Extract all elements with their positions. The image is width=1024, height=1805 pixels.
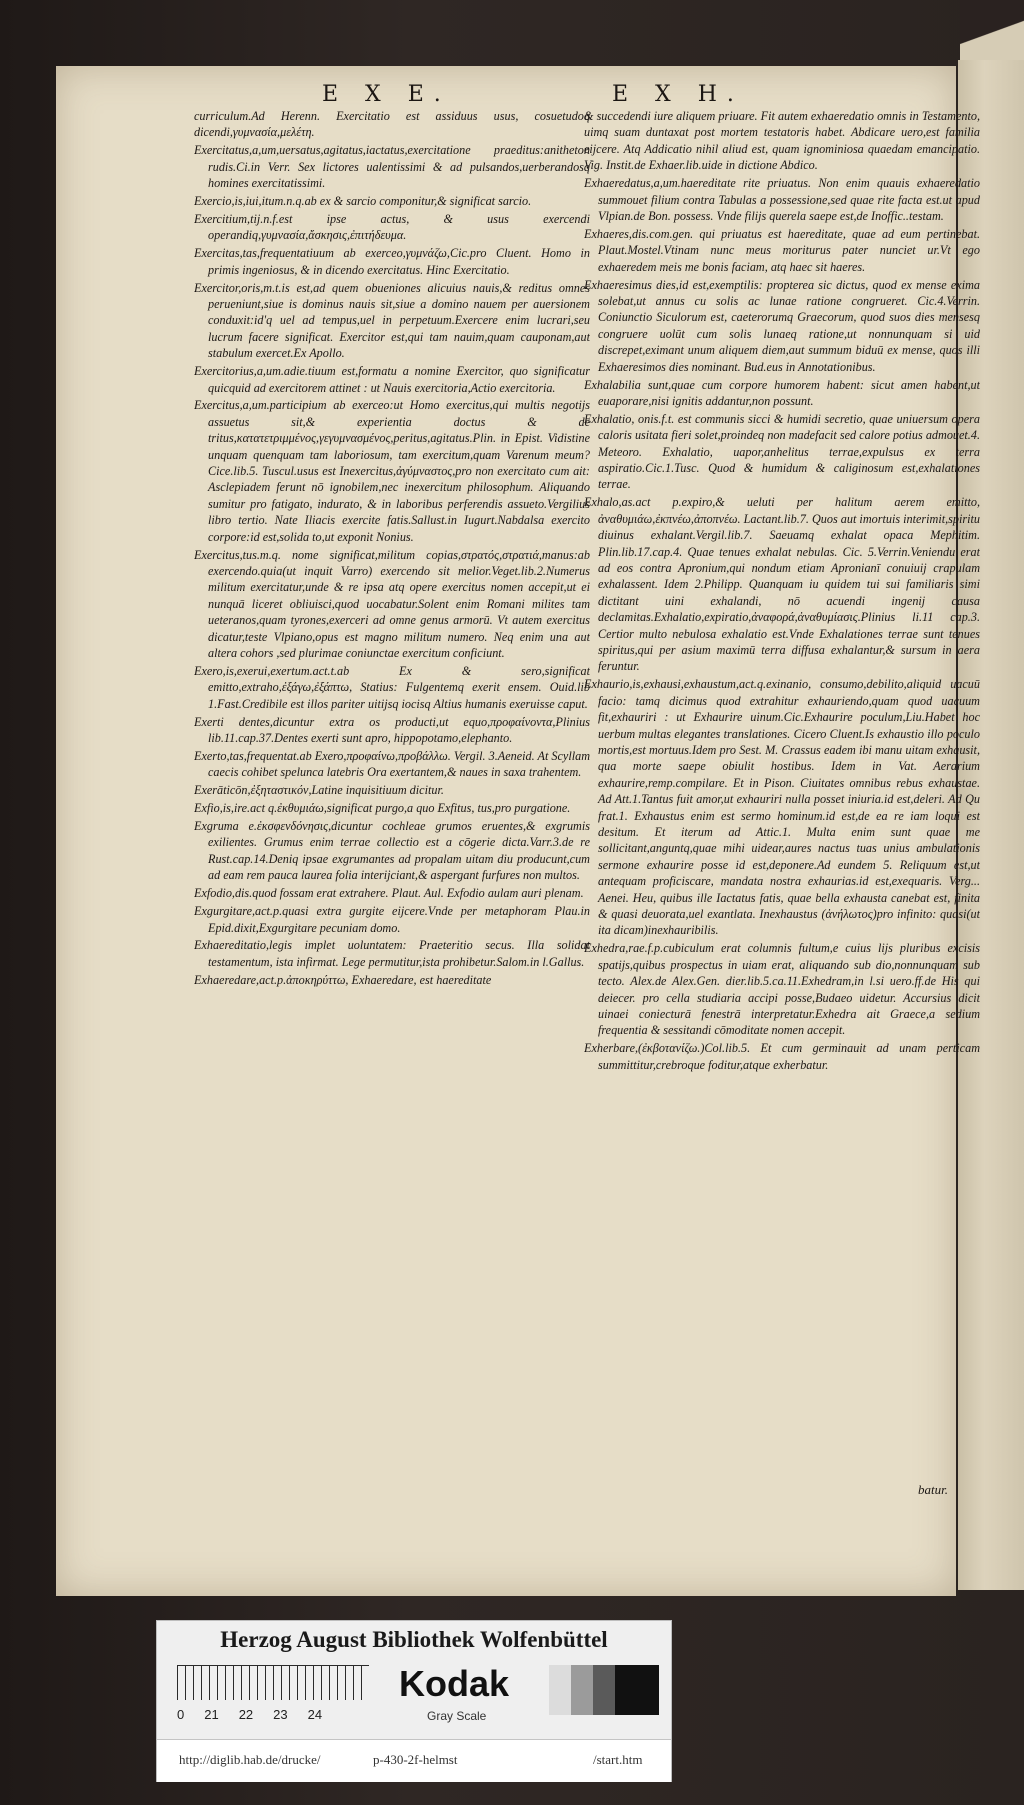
dictionary-entry: Exhedra,rae.f.p.cubiculum erat columnis fultum,e cuius lijs pluribus excisis spatijs,quibus prospectus in uiam erat, aliquando sub dio,nonnunquam sub tecto. Alex.de Alex.Gen. dier.lib.5.ca.11.Exhedram,in l.si uero.ff.de His qui deiecer. pro cella studiaria accipi posse,Budaeo uidetur. Accursius dicit uinaei coniecturā fenestrā interpretatur.Exhedra ait Graece,a sedium frequentia & sessitandi cōmoditate nomen accepit. (584, 941, 980, 1038)
dictionary-entry: Exhalabilia sunt,quae cum corpore humorem habent: sicut amen habent,ut euaporare,nisi ignitis addantur,non possunt. (584, 377, 980, 408)
dictionary-entry: Exero,is,exerui,exertum.act.t.ab Ex & sero,significat emitto,extraho,ἐξάγω,ἐξάπτω, Statius: Fulgentemq exerit ensem. Ouid.lib 1.Fast.Credibile est illos pariter uitijsq iocisq Altius humanis exeruisse caput. (194, 663, 590, 711)
dictionary-entry: Exerto,tas,frequentat.ab Exero,προφαίνω,προβάλλω. Vergil. 3.Aeneid. At Scyllam caecis cohibet spelunca latebris Ora exertantem,& naues in saxa trahentem. (194, 748, 590, 780)
dictionary-entry: Exfio,is,ire.act q.ἐκθυμιάω,significat purgo,a quo Exfitus, tus,pro purgatione. (194, 801, 571, 816)
dictionary-entry: Exercitus,tus.m.q. nome significat,militum copias,στρατός,στρατιά,manus:ab exercendo.quia(ut inquit Varro) exercendo sit melior.Veget.lib.2.Numerus militum exercitatur,unde & re ipsa atq opere exercitus nomen accepit,ut ei nunquā liceret obliuisci,quod uocabatur.Solent enim Romani milites tam ueteranos,quam tyrones,exerceri ad omne genus armorū. Vt autem exercitus dicatur,teste Vlpiano,opus est magno militum numero. Neq enim una aut altera cohors ,sed plurimae coniunctae exercitum conficiunt. (194, 547, 590, 660)
ruler-number: 21 (204, 1707, 219, 1722)
left-column (194, 108, 590, 1458)
ruler-scale (177, 1665, 369, 1700)
gray-patches (549, 1665, 659, 1715)
dictionary-entry: & succedendi iure aliquem priuare. Fit autem exhaeredatio omnis in Testamento, uimq suam duntaxat post mortem testatoris habet. Abdicare uero,est familia eijcere. Atq Addicatio nihil aliud est, quam ignominiosa quaedam emancipatio. Vig. Instit.de Exhaer.lib.uide in dictione Abdico. (584, 109, 980, 173)
dictionary-entry: Exherbare,(ἐκβοτανίζω.)Col.lib.5. Et cum germinauit ad unam perticam summittitur,crebroque foditur,atque exherbatur. (584, 1041, 980, 1072)
dictionary-entry: Exercitor,oris,m.t.is est,ad quem obueniones alicuius nauis,& reditus omnes perueniunt,siue is dominus nauis sit,siue a domino nauem per auersionem conduxit:id'q uel ad tempus,uel in perpetuum.Exercere enim lucrari,seu lucrum facere significat. Exercitor est,qui tam nauim,quam cauponam,aut stabulum exercet.Ex Apollo. (194, 280, 590, 361)
dictionary-entry: curriculum.Ad Herenn. Exercitatio est assiduus usus, cosuetudoq dicendi,γυμνασία,μελέτη. (194, 109, 590, 140)
dictionary-entry: Exhaereditatio,legis implet uoluntatem: Praeteritio secus. Illa solidat testamentum, ista infirmat. Lege permutitur,ista prohibetur.Salom.in l.Gallus. (194, 938, 590, 969)
dictionary-entry: Exercio,is,iui,itum.n.q.ab ex & sarcio componitur,& significat sarcio. (194, 194, 532, 209)
dictionary-entry: Exercitorius,a,um.adie.tiuum est,formatu a nomine Exercitor, quo significatur quicquid ad exercitorem attinet : ut Nauis exercitoria,Actio exercitoria. (194, 364, 590, 395)
dictionary-entry: Exerti dentes,dicuntur extra os producti,ut equo,προφαίνοντα,Plinius lib.11.cap.37.Dentes exerti sunt apro, hippopotamo,elephanto. (194, 714, 590, 746)
dictionary-entry: Exercitatus,a,um,uersatus,agitatus,iactatus,exercitatione praeditus:anitheton rudis.Ci.in Verr. Sex lictores ualentissimi & ad pulsandos,uerberandosq homines exercitatissimi. (194, 143, 590, 191)
url-bar (157, 1739, 671, 1782)
gray-scale-label: Gray Scale (427, 1709, 487, 1723)
ruler-number: 22 (238, 1707, 254, 1722)
dictionary-entry: Exhalo,as.act p.expiro,& ueluti per halitum aerem emitto, ἀναθυμιάω,ἐκπνέω,ἀποπνέω. Lactant.lib.7. Quos aut imortuis interimit,spiritu diuinus exhalant.Vergil.lib.7. Saeuamq exhalat opaca Mephitim. Plin.lib.17.cap.4. Quae tenues exhalat nebulas. Cic. 5.Verrin.Veniendu erat ad eos contra Apronium,qui nondum etiam Apronianī conuiuij crapulam exhalassent. Idem 2.Philipp. Quanquam iu quidem tui sui familiaris simi dictitant uini exhalandi, nō acuendi ingenij causa declamitas.Exhalatio,expiratio,ἀναφορά,ἀναθυμίασις.Plinius li.11 cap.3. Certior multo nebulosa exhalatio est.Vnde Exhalationes terrae sunt tenues spiritus,qui per asium maximū terra diffusa exhalantur,& sursum in aera feruntur. (584, 495, 980, 674)
dictionary-entry: Exhalatio, onis.f.t. est communis sicci & humidi secretio, quae uniuersum opera caloris usitata fieri solet,proindeq non madefacit sed calore potius admouet.4. Meteoro. Exhalatio, uapor,anhelitus terrae,expulsus ex terra aspiratio.Cic.1.Tusc. Quod & humidum & caliginosum est,exhalationes terrae. (584, 411, 980, 492)
dictionary-entry: Exhaurio,is,exhausi,exhaustum,act.q.exinanio, consumo,debilito,aliquid uacuū facio: tamq dicimus quod extrahitur exhauriendo,quam quod uacuum fit,exhauriri : ut Exhaurire uinum.Cic.Exhaurire poculum,Liu.Habet hoc uerbum multas elegantes translationes. Cicero Cluent.Is exhaustio illo poculo mortis,est mortuus.Idem pro Sest. M. Crassus eadem ibi manu uitam exhausit, qua morte saepe obiulit hostibus. Idem in Vat. Aerarium exhaurire,remp.compilare. Et in Pison. Ciuitates omnibus rebus exhaustae. Ad Att.1.Tantus fuit amor,ut exhauriri nulla posset iniuria.id est,deleri. Ad Qu frat.1. Exhaustus enim est sermo hominum.id est,de ea re iam loqui est desitum. Et iterum ad Attic.1. Multa enim sunt quae me sollicitant,anguntq,quae mihi uidear,aures nactus tuas unius ambulationis sermone exhaurire posse id est,deponere.Ad eundem 5. Reliquum est,ut antequam proficiscare, mandata nostra exhaurias.id est,exequaris. Verg... Aenei. Heu, quibus ille Iactatus fatis, quae bella exhausta canebat est, finita & quasi deuorata,uel exantlata. Inexhaustus (ἀνήλωτος)pro infinito: quasi(ut ita dicam)inexhauribilis. (584, 677, 980, 938)
running-head-right: E X H. (612, 82, 744, 107)
dictionary-entry: Exercitium,tij.n.f.est ipse actus, & usus exercendi operandiq,γυμνασία,ἄσκησις,ἐπιτήδευμα. (194, 211, 590, 243)
shelfmark: p-430-2f-helmst (373, 1752, 458, 1767)
dictionary-entry: Exhaeres,dis.com.gen. qui priuatus est haereditate, quae ad eum pertinebat. Plaut.Mostel.Vtinam nunc meus moriturus pater nunciet ur.Vt ego exhaeredem meis me bonis faciam, atq haec sit haeres. (584, 226, 980, 274)
dictionary-entry: Exfodio,dis.quod fossam erat extrahere. Plaut. Aul. Exfodio aulam auri plenam. (194, 886, 584, 901)
dictionary-entry: Exhaeresimus dies,id est,exemptilis: propterea sic dictus, quod ex mense exima solebat,ut annus cu solis ac lunae ratione congrueret. Cic.4.Verrin. Coniunctio Siculorum est, caeterorumq Graecorum, quod suos dies mensesq congruere uolūt cum solis lunaeq ratione,ut nonnunquam si uid discrepet,eximant unum aliquem diem,aut summum biduū ex mense, quos illi Exhaeresimos dies nominant. Bud.eus in Annotationibus. (584, 277, 980, 374)
dictionary-entry: Exercitas,tas,frequentatiuum ab exerceo,γυμνάζω,Cic.pro Cluent. Homo in primis ingeniosus, & in dicendo exercitatus. Hinc Exercitatio. (194, 246, 590, 277)
source-url: http://diglib.hab.de/drucke/ (179, 1752, 321, 1767)
page-link: /start.htm (593, 1752, 643, 1767)
library-name: Herzog August Bibliothek Wolfenbüttel (220, 1627, 608, 1652)
dictionary-entry: Exerāticōn,ἐξηταστικόν,Latine inquisitiuum dicitur. (194, 783, 444, 798)
dictionary-entry: Exgruma e.ἐκσφενδόνησις,dicuntur cochleae grumos eruentes,& exgrumis exilientes. Grumus enim terrae collectio est a cōgerie dicta.Varr.3.de re Rust.cap.14.Deniq ipsae exgrumantes ad propalam uitam diu producunt,cum ad eam rem pauca laurea folia interijciant,& aspergant furfures non multos. (194, 819, 590, 883)
ruler-number: 24 (307, 1707, 323, 1722)
color-target-card (156, 1620, 672, 1782)
kodak-logo: Kodak (399, 1663, 510, 1704)
dictionary-entry: Exgurgitare,act.p.quasi extra gurgite eijcere.Vnde per metaphoram Plau.in Epid.dixit,Exgurgitare pecuniam domo. (194, 904, 590, 935)
right-column (584, 108, 980, 1458)
ruler-number: 0 (177, 1707, 185, 1722)
ruler-number: 23 (273, 1707, 288, 1722)
page-corner (960, 0, 1024, 64)
running-head-left: E X E. (322, 82, 451, 107)
dictionary-entry: Exercitus,a,um.participium ab exerceo:ut Homo exercitus,qui multis negotijs assuetus sit,& experientia doctus & de tritus,κατατετριμμένος,γεγυμνασμένος,peritus,agitatus.Plin. in Epist. Vidistine unquam quenquam tam laboriosum, tam exercitum,quam Varenum meum?Cice.lib.5. Tuscul.usus est Inexercitus,ἀγύμναστος,pro non exercitato cum ait: Asclepiadem ferunt nō ignobilem,nec inexercitum philosophum. Aliquando sumitur pro fatigato, indurato, & in laboribus perferendis assueto.Vergilius libro tertio. Nate Iliacis exercite fatis.Sallust.in Iugurt.Nabdalsa exercito corpore:id est,solida to,ut exponit Nonius. (194, 398, 590, 544)
catchword: batur. (918, 1482, 948, 1497)
dictionary-entry: Exhaeredare,act.p.ἀποκηρύττω, Exhaeredare, est haereditate (194, 972, 492, 987)
dictionary-entry: Exhaeredatus,a,um.haereditate rite priuatus. Non enim quauis exhaeredatio summouet filium contra Tabulas a possessione,sed quae rite facta est.ut apud Vlpian.de Bon. possess. Vnde filijs querela saepe est,de Inoffic..testam. (584, 176, 980, 223)
